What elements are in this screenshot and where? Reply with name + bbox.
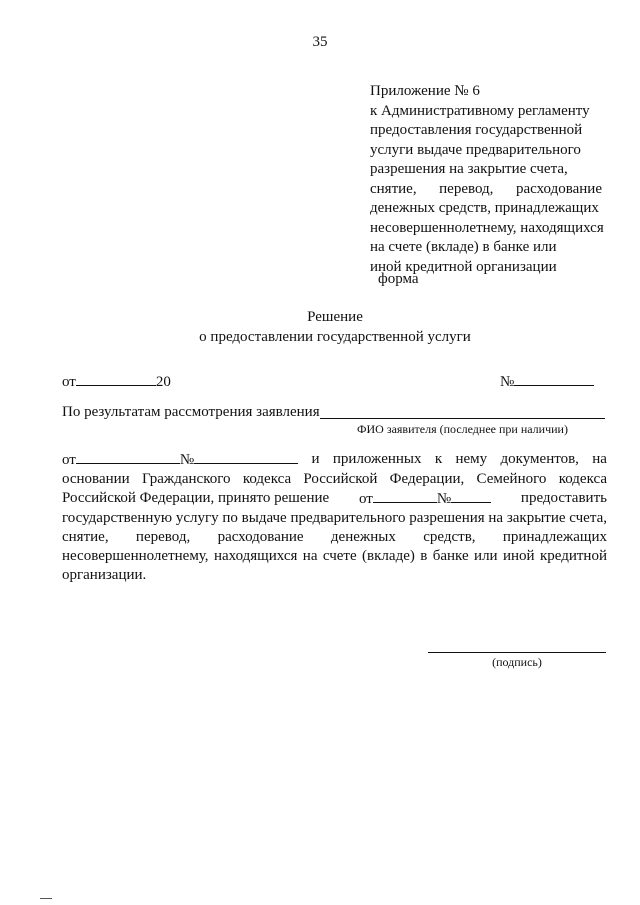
appendix-line: к Административному регламенту — [370, 102, 590, 119]
application-number-blank[interactable] — [194, 450, 298, 464]
body-word: и — [311, 451, 320, 467]
body-line: организации. — [62, 567, 147, 583]
decision-body — [62, 450, 607, 585]
appendix-line: на счете (вкладе) в банке или — [370, 239, 557, 255]
document-title — [0, 307, 640, 347]
applicant-caption: ФИО заявителя (последнее при наличии) — [357, 422, 568, 436]
appendix-word: расходование — [515, 180, 602, 197]
body-word: нему — [455, 451, 488, 467]
number-blank[interactable] — [514, 372, 594, 386]
review-row — [62, 404, 320, 421]
decision-from-label: от — [358, 491, 373, 507]
signature-caption: (подпись) — [492, 655, 542, 669]
review-label: По результатам рассмотрения заявления — [62, 404, 320, 420]
appendix-line — [370, 180, 602, 200]
body-word: приложенных — [332, 451, 422, 467]
body-line: государственную услугу по выдаче предварительного разрешения на закрытие счета, — [62, 510, 607, 526]
body-line — [62, 450, 607, 470]
page-number: 35 — [312, 34, 328, 50]
body-word: документов, — [500, 451, 579, 467]
body-line: основании Гражданского кодекса Российской Федерации, Семейного кодекса — [62, 471, 607, 487]
number-label: № — [500, 374, 515, 390]
title-line-decision: Решение — [307, 309, 363, 325]
date-from-label: от — [62, 374, 76, 390]
appendix-line: разрешения на закрытие счета, — [370, 161, 568, 177]
body-word: на — [592, 451, 607, 467]
body-text: Российской Федерации, принято решение — [62, 490, 330, 506]
body-line — [62, 489, 607, 509]
decision-number-label: № — [436, 491, 452, 507]
body-line: несовершеннолетнему, находящихся на счете (вкладе) в банке или иной кредитной — [62, 548, 607, 564]
appendix-line: несовершеннолетнему, находящихся — [370, 219, 604, 236]
appendix-header — [370, 82, 602, 277]
body-number-label: № — [179, 452, 195, 468]
body-word: к — [434, 451, 443, 467]
applicant-name-blank[interactable] — [320, 418, 605, 419]
body-from-label: от — [62, 452, 76, 468]
appendix-line: услуги выдаче предварительного — [370, 141, 581, 158]
decision-number-blank[interactable] — [451, 489, 491, 503]
margin-mark — [40, 898, 52, 899]
body-line: снятие, перевод, расходование денежных средств, принадлежащих — [62, 529, 607, 545]
appendix-line: иной кредитной организации — [370, 258, 557, 275]
number-field — [500, 372, 594, 391]
appendix-heading: Приложение № 6 — [370, 83, 480, 99]
title-line-subject: о предоставлении государственной услуги — [199, 329, 471, 345]
year-label: 20 — [155, 374, 171, 390]
date-field — [62, 372, 171, 391]
appendix-word: перевод, — [439, 180, 494, 197]
body-text: предоставить — [520, 490, 607, 506]
appendix-word: снятие, — [370, 180, 417, 197]
signature-line[interactable] — [428, 652, 606, 653]
appendix-line: предоставления государственной — [370, 122, 583, 138]
form-label: форма — [378, 271, 419, 287]
application-date-blank[interactable] — [76, 450, 180, 464]
appendix-line: денежных средств, принадлежащих — [370, 200, 599, 216]
date-blank[interactable] — [76, 372, 156, 386]
decision-date-blank[interactable] — [373, 489, 437, 503]
